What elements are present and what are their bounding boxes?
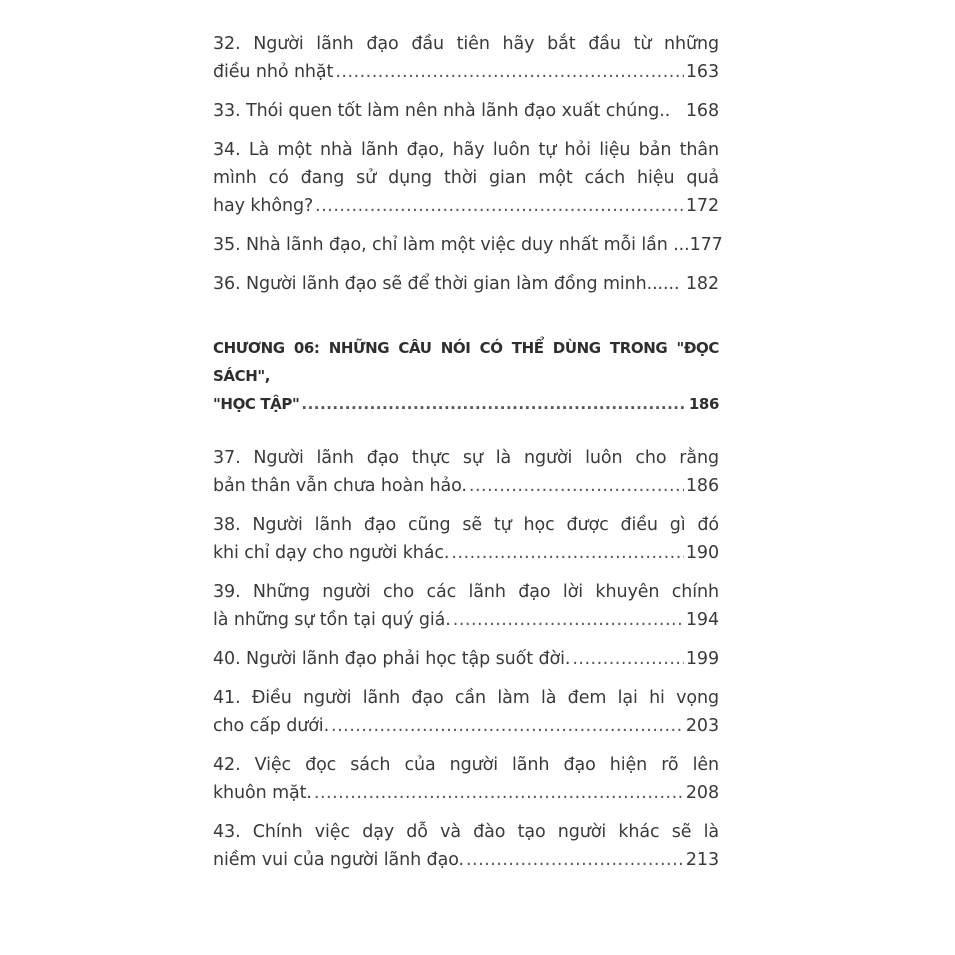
toc-entry-leader-line — [213, 472, 719, 500]
toc-entry-leader-line — [213, 231, 723, 259]
table-of-contents — [213, 30, 723, 885]
toc-page-number: 203 — [685, 716, 719, 736]
dot-leader — [331, 712, 684, 740]
toc-entry-38 — [213, 511, 719, 567]
toc-entry-text: cho cấp dưới. — [213, 716, 330, 736]
toc-page-number: 194 — [685, 610, 719, 630]
dot-leader — [451, 539, 684, 567]
dot-leader — [572, 645, 684, 673]
toc-entry-leader-line — [213, 58, 719, 86]
toc-entry-text: điều nhỏ nhặt — [213, 62, 334, 82]
toc-entry-32 — [213, 30, 719, 86]
toc-entry-text: 35. Nhà lãnh đạo, chỉ làm một việc duy nhất mỗi lần ... — [213, 235, 690, 255]
toc-entry-37 — [213, 444, 719, 500]
dot-leader — [453, 606, 684, 634]
dot-leader — [301, 390, 686, 418]
toc-entry-leader-line — [213, 192, 719, 220]
toc-entry-text: 36. Người lãnh đạo sẽ để thời gian làm đồng minh...... — [213, 274, 680, 294]
chapter-page-number: 186 — [688, 395, 719, 413]
toc-entry-leader-line — [213, 712, 719, 740]
chapter-title: CHƯƠNG 06: NHỮNG CÂU NÓI CÓ THỂ DÙNG TRONG "ĐỌC SÁCH", — [213, 339, 719, 385]
toc-entry-text: 40. Người lãnh đạo phải học tập suốt đời. — [213, 649, 571, 669]
toc-entry-leader-line — [213, 779, 719, 807]
dot-leader — [335, 58, 684, 86]
toc-entry-33 — [213, 97, 719, 125]
toc-page-number: 208 — [685, 783, 719, 803]
dot-leader — [315, 192, 684, 220]
toc-entry-text: 38. Người lãnh đạo cũng sẽ tự học được điều gì đó — [213, 515, 719, 535]
toc-entry-36 — [213, 270, 719, 298]
toc-entry-39 — [213, 578, 719, 634]
toc-page-number: 177 — [689, 235, 723, 255]
toc-entry-41 — [213, 684, 719, 740]
toc-page-number: 182 — [685, 274, 719, 294]
dot-leader — [314, 779, 684, 807]
toc-entry-text: 39. Những người cho các lãnh đạo lời khuyên chính — [213, 582, 719, 602]
chapter-heading — [213, 334, 719, 418]
toc-entry-text: 33. Thói quen tốt làm nên nhà lãnh đạo xuất chúng.. — [213, 101, 671, 121]
toc-entry-text: mình có đang sử dụng thời gian một cách hiệu quả — [213, 168, 719, 188]
toc-entry-43 — [213, 818, 719, 874]
toc-entry-leader-line — [213, 539, 719, 567]
toc-page-number: 213 — [685, 850, 719, 870]
toc-entry-text: 41. Điều người lãnh đạo cần làm là đem lại hi vọng — [213, 688, 719, 708]
toc-entry-40 — [213, 645, 719, 673]
toc-entry-text: 42. Việc đọc sách của người lãnh đạo hiện rõ lên — [213, 755, 719, 775]
toc-page-number: 168 — [685, 101, 719, 121]
toc-page-number: 186 — [685, 476, 719, 496]
toc-page-number: 190 — [685, 543, 719, 563]
toc-entry-text: 43. Chính việc dạy dỗ và đào tạo người khác sẽ là — [213, 822, 719, 842]
toc-entry-text: khi chỉ dạy cho người khác. — [213, 543, 450, 563]
dot-leader — [466, 846, 684, 874]
toc-page-number: 163 — [685, 62, 719, 82]
toc-page-number: 199 — [685, 649, 719, 669]
toc-entry-34 — [213, 136, 719, 220]
toc-entry-text: khuôn mặt. — [213, 783, 312, 803]
dot-leader — [469, 472, 684, 500]
toc-entry-text: hay không? — [213, 196, 314, 216]
toc-entry-leader-line — [213, 645, 719, 673]
chapter-title-continued: "HỌC TẬP" — [213, 395, 300, 413]
toc-entry-text: niềm vui của người lãnh đạo. — [213, 850, 464, 870]
toc-entry-leader-line — [213, 846, 719, 874]
toc-entry-text: 34. Là một nhà lãnh đạo, hãy luôn tự hỏi liệu bản thân — [213, 140, 719, 160]
chapter-leader-line — [213, 390, 719, 418]
toc-entry-text: 37. Người lãnh đạo thực sự là người luôn cho rằng — [213, 448, 719, 468]
toc-page-number: 172 — [685, 196, 719, 216]
toc-entry-text: 32. Người lãnh đạo đầu tiên hãy bắt đầu từ những — [213, 34, 719, 54]
toc-entry-leader-line — [213, 270, 719, 298]
toc-entry-leader-line — [213, 606, 719, 634]
toc-entry-42 — [213, 751, 719, 807]
toc-entry-text: bản thân vẫn chưa hoàn hảo. — [213, 476, 467, 496]
toc-entry-text: là những sự tồn tại quý giá. — [213, 610, 451, 630]
toc-entry-leader-line — [213, 97, 719, 125]
toc-entry-35 — [213, 231, 723, 259]
